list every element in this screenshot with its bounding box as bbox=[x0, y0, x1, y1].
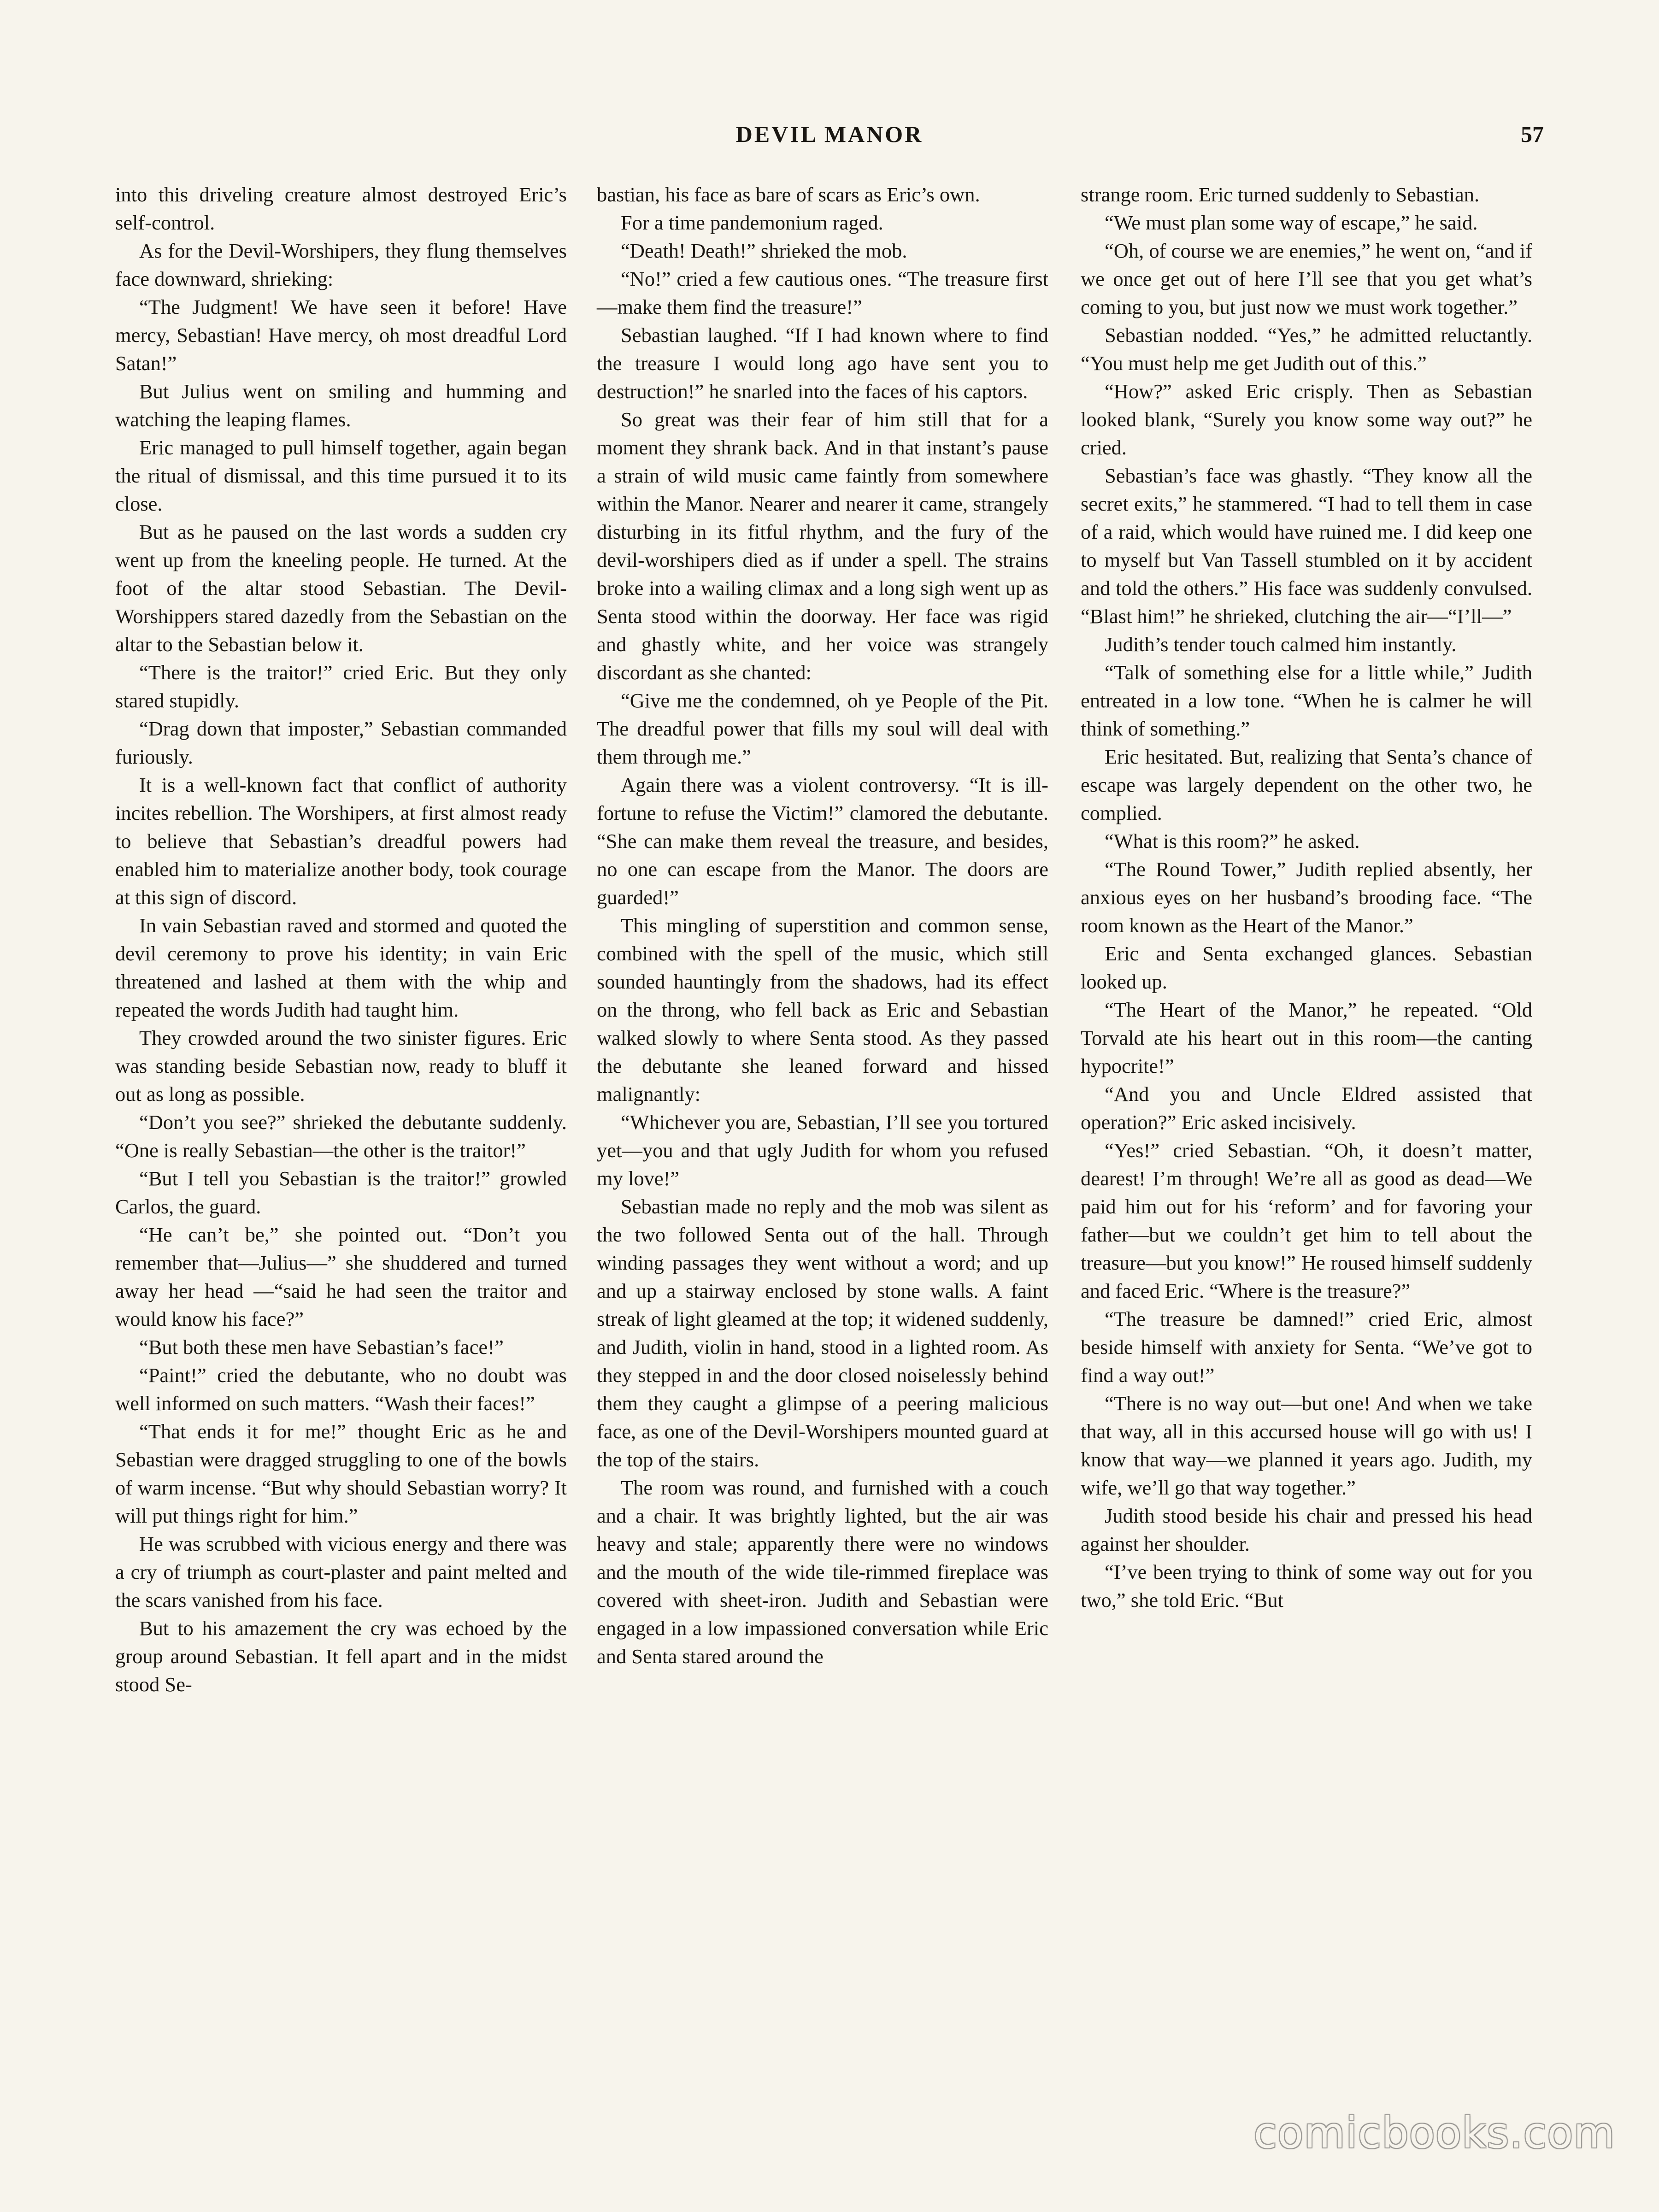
paragraph: “Death! Death!” shrieked the mob. bbox=[621, 239, 907, 262]
running-title: DEVIL MANOR bbox=[735, 121, 924, 147]
paragraph: Sebastian nodded. “Yes,” he admitted reluctantly. “You must help me get Judith out of this.” bbox=[1081, 324, 1532, 375]
paragraph: “What is this room?” he asked. bbox=[1105, 830, 1360, 853]
paragraph: strange room. Eric turned suddenly to Sebastian. bbox=[1081, 183, 1480, 206]
paragraph: For a time pandemonium raged. bbox=[621, 211, 883, 234]
paragraph: But to his amazement the cry was echoed by the group around Sebastian. It fell apart and in the midst stood Se- bbox=[115, 1617, 567, 1696]
paragraph: Judith stood beside his chair and pressed his head against her shoulder. bbox=[1081, 1504, 1532, 1555]
paragraph: “No!” cried a few cautious ones. “The treasure first—make them find the treasure!” bbox=[597, 267, 1048, 318]
paragraph: “But I tell you Sebastian is the traitor!” growled Carlos, the guard. bbox=[115, 1167, 567, 1218]
paragraph: “That ends it for me!” thought Eric as he and Sebastian were dragged struggling to one of the bowls of warm incense. “But why should Sebastian worry? It will put things right for him.” bbox=[115, 1420, 567, 1527]
paragraph: This mingling of superstition and common sense, combined with the spell of the music, which still sounded hauntingly from the shadows, had its effect on the throng, who fell back as Eric and Sebastian walked slowly to where Senta stood. As they passed the debutante she leaned forward and hissed malignantly: bbox=[597, 914, 1048, 1106]
paragraph: But as he paused on the last words a sudden cry went up from the kneeling people. He turned. At the foot of the altar stood Sebastian. The Devil-Worshippers stared dazedly from the Sebastian on the altar to the Sebastian below it. bbox=[115, 520, 567, 656]
paragraph: “Give me the condemned, oh ye People of the Pit. The dreadful power that fills my soul will deal with them through me.” bbox=[597, 689, 1048, 768]
paragraph: “How?” asked Eric crisply. Then as Sebastian looked blank, “Surely you know some way out?” he cried. bbox=[1081, 380, 1532, 459]
paragraph: “Don’t you see?” shrieked the debutante suddenly. “One is really Sebastian—the other is the traitor!” bbox=[115, 1111, 567, 1162]
paragraph: “The treasure be damned!” cried Eric, almost beside himself with anxiety for Senta. “We’ve got to find a way out!” bbox=[1081, 1307, 1532, 1387]
paragraph: Eric and Senta exchanged glances. Sebastian looked up. bbox=[1081, 942, 1532, 993]
paragraph: In vain Sebastian raved and stormed and quoted the devil ceremony to prove his identity; in vain Eric threatened and lashed at them with the whip and repeated the words Judith had taught him. bbox=[115, 914, 567, 1021]
paragraph: Eric hesitated. But, realizing that Senta’s chance of escape was largely dependent on the other two, he complied. bbox=[1081, 745, 1532, 824]
paragraph: “Talk of something else for a little while,” Judith entreated in a low tone. “When he is calmer he will think of something.” bbox=[1081, 661, 1532, 740]
text-column-2 bbox=[597, 181, 1048, 2093]
paragraph: Sebastian made no reply and the mob was silent as the two followed Senta out of the hall. Through winding passages they went without a word; and up and up a stairway enclosed by stone walls. A faint streak of light gleamed at the top; it widened suddenly, and Judith, violin in hand, stood in a lighted room. As they stepped in and the door closed noiselessly behind them they caught a glimpse of a peering malicious face, as one of the Devil-Worshipers mounted guard at the top of the stairs. bbox=[597, 1195, 1048, 1471]
paragraph: into this driveling creature almost destroyed Eric’s self-control. bbox=[115, 183, 567, 234]
paragraph: “Drag down that imposter,” Sebastian commanded furiously. bbox=[115, 717, 567, 768]
paragraph: “I’ve been trying to think of some way out for you two,” she told Eric. “But bbox=[1081, 1560, 1532, 1612]
paragraph: “The Round Tower,” Judith replied absently, her anxious eyes on her husband’s brooding face. “The room known as the Heart of the Manor.” bbox=[1081, 858, 1532, 937]
paragraph: “Whichever you are, Sebastian, I’ll see you tortured yet—you and that ugly Judith for whom you refused my love!” bbox=[597, 1111, 1048, 1190]
paragraph: “But both these men have Sebastian’s face!” bbox=[139, 1335, 504, 1359]
paragraph: But Julius went on smiling and humming and watching the leaping flames. bbox=[115, 380, 567, 431]
running-header bbox=[115, 121, 1544, 153]
page-number: 57 bbox=[1521, 121, 1544, 147]
paragraph: It is a well-known fact that conflict of authority incites rebellion. The Worshipers, at first almost ready to believe that Sebastian’s dreadful powers had enabled him to materialize another body, took courage at this sign of discord. bbox=[115, 773, 567, 909]
paragraph: “And you and Uncle Eldred assisted that operation?” Eric asked incisively. bbox=[1081, 1082, 1532, 1134]
paragraph: So great was their fear of him still that for a moment they shrank back. And in that instant’s pause a strain of wild music came faintly from somewhere within the Manor. Nearer and nearer it came, strangely disturbing in its fitful rhythm, and the fury of the devil-worshipers died as if under a spell. The strains broke into a wailing climax and a long sigh went up as Senta stood within the doorway. Her face was rigid and ghastly white, and her voice was strangely discordant as she chanted: bbox=[597, 408, 1048, 684]
paragraph: “We must plan some way of escape,” he said. bbox=[1105, 211, 1478, 234]
paragraph: “He can’t be,” she pointed out. “Don’t you remember that—Julius—” she shuddered and turned away her head —“said he had seen the traitor and would know his face?” bbox=[115, 1223, 567, 1330]
site-watermark: comicbooks.com bbox=[1253, 2108, 1615, 2158]
paragraph: The room was round, and furnished with a couch and a chair. It was brightly lighted, but the air was heavy and stale; apparently there were no windows and the mouth of the wide tile-rimmed fireplace was covered with sheet-iron. Judith and Sebastian were engaged in a low impassioned conversation while Eric and Senta stared around the bbox=[597, 1476, 1048, 1668]
paragraph: He was scrubbed with vicious energy and there was a cry of triumph as court-plaster and paint melted and the scars vanished from his face. bbox=[115, 1532, 567, 1612]
paragraph: Sebastian laughed. “If I had known where to find the treasure I would long ago have sent you to destruction!” he snarled into the faces of his captors. bbox=[597, 324, 1048, 403]
paragraph: They crowded around the two sinister figures. Eric was standing beside Sebastian now, ready to bluff it out as long as possible. bbox=[115, 1026, 567, 1106]
paragraph: “Oh, of course we are enemies,” he went on, “and if we once get out of here I’ll see that you get what’s coming to you, but just now we must work together.” bbox=[1081, 239, 1532, 318]
text-column-3 bbox=[1081, 181, 1532, 2093]
paragraph: Eric managed to pull himself together, again began the ritual of dismissal, and this time pursued it to its close. bbox=[115, 436, 567, 515]
paragraph: Again there was a violent controversy. “It is ill-fortune to refuse the Victim!” clamored the debutante. “She can make them reveal the treasure, and besides, no one can escape from the Manor. The doors are guarded!” bbox=[597, 773, 1048, 909]
paragraph: As for the Devil-Worshipers, they flung themselves face downward, shrieking: bbox=[115, 239, 567, 290]
paragraph: Sebastian’s face was ghastly. “They know all the secret exits,” he stammered. “I had to tell them in case of a raid, which would have ruined me. I did keep one to myself but Van Tassell stumbled on it by accident and told the others.” His face was suddenly convulsed. “Blast him!” he shrieked, clutching the air—“I’ll—” bbox=[1081, 464, 1532, 628]
paragraph: “There is no way out—but one! And when we take that way, all in this accursed house will go with us! I know that way—we planned it years ago. Judith, my wife, we’ll go that way together.” bbox=[1081, 1392, 1532, 1499]
text-column-1 bbox=[115, 181, 567, 2093]
paragraph: bastian, his face as bare of scars as Eric’s own. bbox=[597, 183, 980, 206]
paragraph: “The Heart of the Manor,” he repeated. “Old Torvald ate his heart out in this room—the canting hypocrite!” bbox=[1081, 998, 1532, 1077]
paragraph: “There is the traitor!” cried Eric. But they only stared stupidly. bbox=[115, 661, 567, 712]
paragraph: Judith’s tender touch calmed him instantly. bbox=[1105, 633, 1457, 656]
paragraph: “Paint!” cried the debutante, who no doubt was well informed on such matters. “Wash their faces!” bbox=[115, 1364, 567, 1415]
paragraph: “Yes!” cried Sebastian. “Oh, it doesn’t matter, dearest! I’m through! We’re all as good as dead—We paid him out for his ‘reform’ and for favoring your father—but we couldn’t get him to tell about the treasure—but you know!” He roused himself suddenly and faced Eric. “Where is the treasure?” bbox=[1081, 1139, 1532, 1302]
paragraph: “The Judgment! We have seen it before! Have mercy, Sebastian! Have mercy, oh most dreadful Lord Satan!” bbox=[115, 295, 567, 375]
